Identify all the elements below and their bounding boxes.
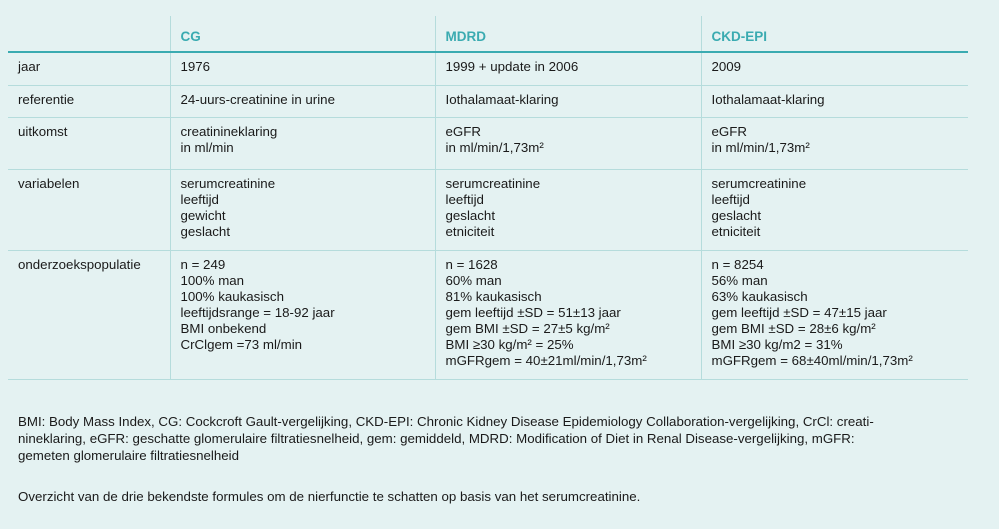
cell-line: 2009: [711, 59, 742, 74]
footnote-line: nineklaring, eGFR: geschatte glomerulaire filtratiesnelheid, gem: gemiddeld, MDRD: Modification of Diet in Renal Disease-vergelijking, mGFR:: [18, 431, 855, 446]
cell-line: mGFRgem = 40±21ml/min/1,73m²: [445, 352, 647, 368]
cell-line: leeftijdsrange = 18-92 jaar: [180, 304, 335, 320]
table-row: [8, 52, 968, 85]
cell-line: CrClgem =73 ml/min: [180, 336, 303, 352]
cell-line: creatinineklaring: [180, 123, 278, 139]
cell-line: geslacht: [445, 207, 496, 223]
header-corner: [8, 16, 170, 52]
cell-line: BMI ≥30 kg/m² = 25%: [445, 336, 574, 352]
header-cg: CG: [170, 16, 435, 52]
cell-line: BMI ≥30 kg/m2 = 31%: [711, 336, 843, 352]
cell-line: serumcreatinine: [711, 175, 807, 191]
cell-line: n = 249: [180, 256, 226, 272]
cell-line: 81% kaukasisch: [445, 288, 542, 304]
cell-line: 24-uurs-creatinine in urine: [180, 91, 335, 107]
cell-cg: [170, 169, 435, 250]
cell-line: geslacht: [711, 207, 762, 223]
cell-line: n = 1628: [445, 256, 498, 272]
cell-ckd-epi: [701, 169, 968, 250]
table-caption: Overzicht van de drie bekendste formules om de nierfunctie te schatten op basis van het serumcreatinine.: [18, 489, 641, 504]
cell-line: gewicht: [180, 207, 226, 223]
cell-line: n = 8254: [711, 256, 764, 272]
row-label: jaar: [8, 52, 170, 85]
cell-line: gem BMI ±SD = 27±5 kg/m²: [445, 320, 610, 336]
row-label: variabelen: [8, 169, 170, 250]
cell-line: in ml/min/1,73m²: [711, 139, 810, 155]
footnote-line: gemeten glomerulaire filtratiesnelheid: [18, 448, 239, 463]
cell-mdrd: [435, 85, 701, 117]
table-row: [8, 85, 968, 117]
row-label: referentie: [8, 85, 170, 117]
cell-line: 56% man: [711, 272, 768, 288]
table-footnote: [18, 413, 978, 464]
cell-ckd-epi: [701, 52, 968, 85]
cell-line: Iothalamaat-klaring: [711, 91, 825, 107]
cell-mdrd: [435, 52, 701, 85]
cell-ckd-epi: [701, 117, 968, 169]
cell-line: etniciteit: [711, 223, 761, 239]
table-row: [8, 169, 968, 250]
cell-line: BMI onbekend: [180, 320, 267, 336]
cell-line: serumcreatinine: [180, 175, 276, 191]
cell-line: eGFR: [445, 123, 481, 139]
cell-line: eGFR: [711, 123, 747, 139]
cell-line: 1976: [180, 59, 211, 74]
cell-line: Iothalamaat-klaring: [445, 91, 559, 107]
cell-cg: [170, 85, 435, 117]
cell-line: serumcreatinine: [445, 175, 541, 191]
cell-line: in ml/min/1,73m²: [445, 139, 544, 155]
table-header-row: [8, 16, 968, 52]
cell-ckd-epi: [701, 250, 968, 379]
cell-cg: [170, 250, 435, 379]
footnote-line: BMI: Body Mass Index, CG: Cockcroft Gault-vergelijking, CKD-EPI: Chronic Kidney Disease Epidemiology Collaboration-vergelijking, CrCl: creati-: [18, 414, 874, 429]
table-row: [8, 250, 968, 379]
cell-line: gem leeftijd ±SD = 47±15 jaar: [711, 304, 887, 320]
cell-line: geslacht: [180, 223, 231, 239]
cell-mdrd: [435, 169, 701, 250]
cell-line: 100% kaukasisch: [180, 288, 284, 304]
header-ckd-epi: CKD-EPI: [701, 16, 968, 52]
cell-line: etniciteit: [445, 223, 495, 239]
cell-line: 63% kaukasisch: [711, 288, 808, 304]
cell-line: 60% man: [445, 272, 502, 288]
cell-cg: [170, 52, 435, 85]
cell-mdrd: [435, 250, 701, 379]
cell-ckd-epi: [701, 85, 968, 117]
cell-line: 1999 + update in 2006: [445, 59, 579, 74]
comparison-table: [8, 16, 968, 380]
cell-cg: [170, 117, 435, 169]
cell-line: gem BMI ±SD = 28±6 kg/m²: [711, 320, 876, 336]
cell-line: gem leeftijd ±SD = 51±13 jaar: [445, 304, 621, 320]
cell-line: 100% man: [180, 272, 245, 288]
cell-mdrd: [435, 117, 701, 169]
cell-line: leeftijd: [180, 191, 219, 207]
header-mdrd: MDRD: [435, 16, 701, 52]
cell-line: mGFRgem = 68±40ml/min/1,73m²: [711, 352, 913, 368]
cell-line: leeftijd: [445, 191, 484, 207]
cell-line: in ml/min: [180, 139, 234, 155]
table-row: [8, 117, 968, 169]
row-label: uitkomst: [8, 117, 170, 169]
row-label: onderzoekspopulatie: [8, 250, 170, 379]
cell-line: leeftijd: [711, 191, 750, 207]
